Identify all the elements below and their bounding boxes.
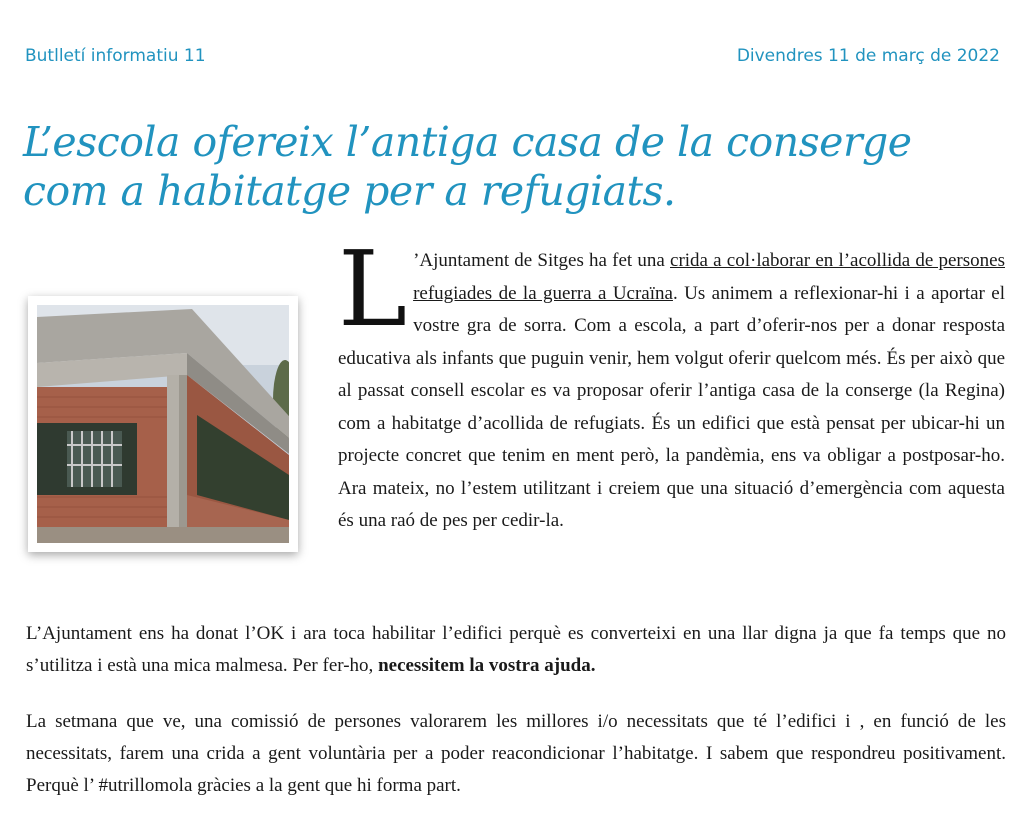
lead-text-rest: . Us animem a reflexionar-hi i a aportar el vostre gra de sorra. Com a escola, a part d’oferir-nos per a donar resposta educativa als infants que puguin venir, hem volgut oferir quelcom més. És per això que al passat consell escolar es va proposar oferir l’antiga casa de la conserge (la Regina) com a habitatge d’acollida de refugiats. És un edifici que està pensat per ubicar-hi un projecte concret que tenim en ment però, la pandèmia, ens va obligar a postposar-ho. Ara mateix, no l’estem utilitzant i creiem que una situació d’emergència com aquesta és una raó de pes per cedir-la. [338, 282, 1005, 531]
drop-cap: L [338, 228, 408, 350]
paragraph-ajuntament-text: L’Ajuntament ens ha donat l’OK i ara toca habilitar l’edifici perquè es converteixi en una llar digna ja que fa temps que no s’utilitza i està una mica malmesa. Per fer-ho, [26, 623, 1006, 676]
article-title: L’escola ofereix l’antiga casa de la conserge com a habitatge per a refugiats. [23, 118, 912, 215]
crida-link[interactable]: crida a col·laborar en l’acollida de persones refugiades de la guerra a Ucraïna [413, 250, 1005, 304]
paragraph-ajuntament [26, 618, 1006, 682]
lead-text-start: ’Ajuntament de Sitges ha fet una [413, 250, 671, 271]
paragraph-setmana: La setmana que ve, una comissió de persones valorarem les millores i/o necessitats que té l’edifici i , en funció de les necessitats, farem una crida a gent voluntària per a poder reacondicionar l’habitatge. I sabem que respondreu positivament. Perquè l’ #utrillomola gràcies a la gent que hi forma part. [26, 711, 1006, 796]
building-photo [28, 296, 298, 552]
photo-image [37, 305, 289, 543]
issue-date: Divendres 11 de març de 2022 [736, 46, 1000, 66]
lead-paragraph [338, 228, 1005, 538]
newsletter-label: Butlletí informatiu 11 [25, 46, 206, 66]
help-callout: necessitem la vostra ajuda. [378, 655, 596, 676]
